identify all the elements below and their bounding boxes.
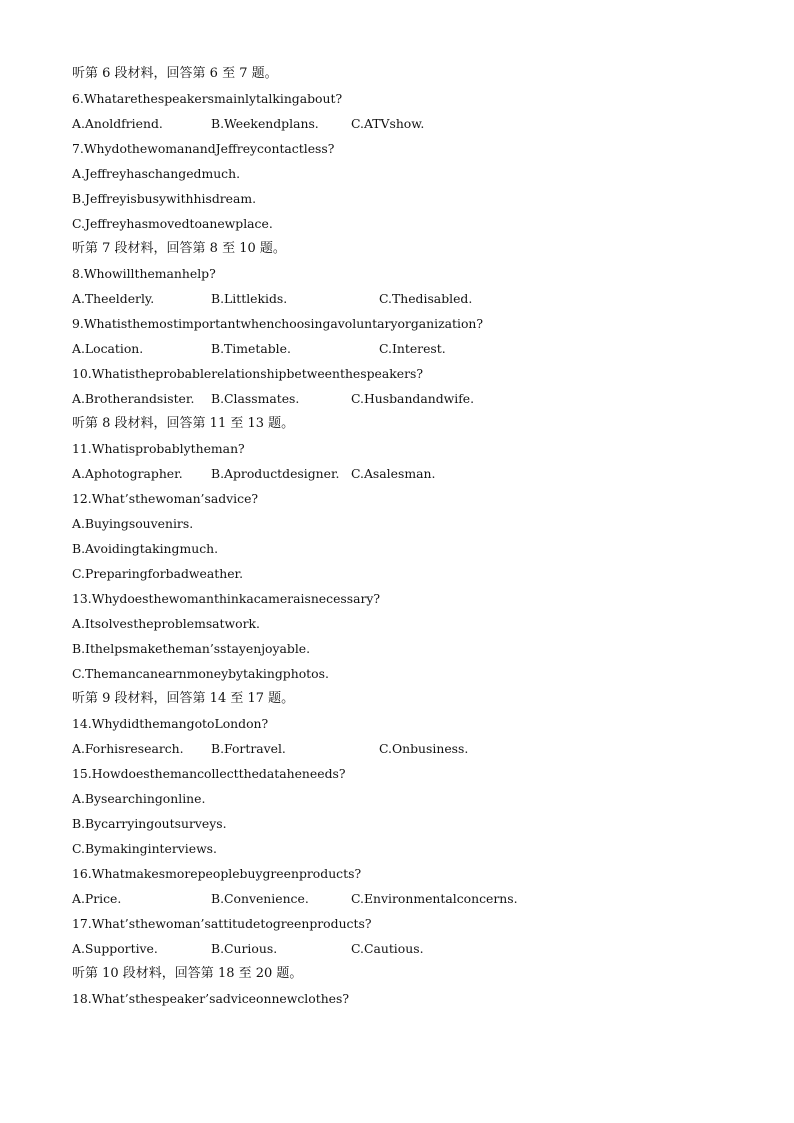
option-c: C.Themancanearnmoneybytakingphotos. [72, 666, 329, 681]
option-c: C.Preparingforbadweather. [72, 566, 244, 581]
option-b: B.Weekendplans. [211, 116, 319, 131]
question-stem: 6.Whatarethespeakersmainlytalkingabout? [72, 91, 343, 106]
question-stem: 11.Whatisprobablytheman? [72, 441, 245, 456]
option-c: C.Environmentalconcerns. [351, 891, 518, 906]
question-stem: 8.Whowillthemanhelp? [72, 266, 216, 281]
question-stem: 7.WhydothewomanandJeffreycontactless? [72, 141, 335, 156]
section-header: 听第 8 段材料，回答第 11 至 13 题。 [72, 416, 295, 431]
option-c: C.Bymakinginterviews. [72, 841, 217, 856]
question-stem: 12.What’sthewoman’sadvice? [72, 491, 259, 506]
option-b: B.Jeffreyisbusywithhisdream. [72, 191, 257, 206]
option-b: B.Convenience. [211, 891, 309, 906]
option-c: C.ATVshow. [351, 116, 425, 131]
option-a: A.Supportive. [72, 941, 158, 956]
option-a: A.Jeffreyhaschangedmuch. [72, 166, 241, 181]
option-b: B.Timetable. [211, 341, 291, 356]
option-b: B.Curious. [211, 941, 278, 956]
option-c: C.Jeffreyhasmovedtoanewplace. [72, 216, 273, 231]
options-row [72, 736, 772, 761]
section-header: 听第 7 段材料，回答第 8 至 10 题。 [72, 241, 286, 256]
option-c: C.Thedisabled. [379, 291, 473, 306]
option-b: B.Classmates. [211, 391, 300, 406]
option-b: B.Aproductdesigner. [211, 466, 340, 481]
option-a: A.Aphotographer. [72, 466, 183, 481]
question-stem: 9.Whatisthemostimportantwhenchoosingavoluntaryorganization? [72, 316, 484, 331]
question-stem: 16.Whatmakesmorepeoplebuygreenproducts? [72, 866, 362, 881]
options-row [72, 111, 772, 136]
question-stem: 13.Whydoesthewomanthinkacameraisnecessary? [72, 591, 381, 606]
section-header: 听第 10 段材料，回答第 18 至 20 题。 [72, 966, 303, 981]
option-a: A.Brotherandsister. [72, 391, 195, 406]
section-header: 听第 9 段材料，回答第 14 至 17 题。 [72, 691, 295, 706]
question-stem: 14.WhydidthemangotoLondon? [72, 716, 269, 731]
options-row [72, 936, 772, 961]
option-b: B.Avoidingtakingmuch. [72, 541, 219, 556]
option-a: A.Forhisresearch. [72, 741, 184, 756]
options-row [72, 886, 772, 911]
option-c: C.Onbusiness. [379, 741, 469, 756]
option-a: A.Price. [72, 891, 122, 906]
option-c: C.Cautious. [351, 941, 424, 956]
options-row [72, 336, 772, 361]
option-c: C.Husbandandwife. [351, 391, 475, 406]
option-b: B.Ithelpsmaketheman’sstayenjoyable. [72, 641, 311, 656]
options-row [72, 386, 772, 411]
question-stem: 17.What’sthewoman’sattitudetogreenproducts? [72, 916, 372, 931]
options-row [72, 461, 772, 486]
option-a: A.Anoldfriend. [72, 116, 163, 131]
option-a: A.Theelderly. [72, 291, 155, 306]
options-row [72, 286, 772, 311]
option-c: C.Interest. [379, 341, 446, 356]
option-a: A.Itsolvestheproblemsatwork. [72, 616, 260, 631]
option-b: B.Fortravel. [211, 741, 286, 756]
option-b: B.Bycarryingoutsurveys. [72, 816, 227, 831]
question-stem: 10.Whatistheprobablerelationshipbetweenthespeakers? [72, 366, 424, 381]
section-header: 听第 6 段材料，回答第 6 至 7 题。 [72, 66, 278, 81]
question-stem: 15.Howdoesthemancollectthedataheneeds? [72, 766, 346, 781]
option-b: B.Littlekids. [211, 291, 288, 306]
option-a: A.Location. [72, 341, 144, 356]
option-a: A.Buyingsouvenirs. [72, 516, 194, 531]
question-stem: 18.What’sthespeaker’sadviceonnewclothes? [72, 991, 350, 1006]
option-a: A.Bysearchingonline. [72, 791, 206, 806]
option-c: C.Asalesman. [351, 466, 436, 481]
